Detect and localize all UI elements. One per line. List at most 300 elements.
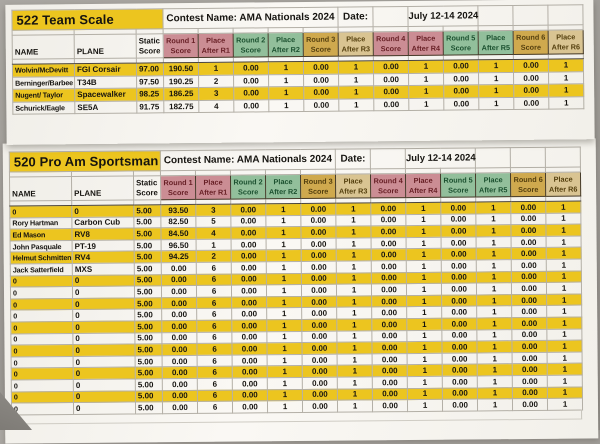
- empty-cell: [475, 148, 510, 168]
- cell-place: 1: [408, 399, 443, 411]
- cell-round-score: 0.00: [232, 343, 267, 355]
- header-line: Place: [273, 177, 293, 187]
- cell-place: 6: [197, 390, 232, 402]
- cell-round-score: 0.00: [162, 332, 197, 344]
- cell-pilot-name: 0: [11, 391, 73, 403]
- cell-round-score: 0.00: [511, 271, 546, 283]
- cell-static-score: 5.00: [135, 332, 162, 344]
- cell-place: 1: [267, 296, 302, 308]
- cell-plane: 0: [72, 205, 134, 217]
- cell-place: 1: [269, 74, 304, 87]
- cell-static-score: 5.00: [135, 355, 162, 367]
- cell-round-score: 0.00: [231, 285, 266, 297]
- cell-place: 1: [479, 97, 514, 110]
- cell-round-score: 0.00: [514, 84, 549, 97]
- cell-round-score: 93.50: [161, 204, 196, 216]
- header-line: Round 5: [446, 33, 476, 43]
- cell-round-score: 0.00: [372, 342, 407, 354]
- header-line: After R2: [271, 44, 301, 54]
- cell-round-score: 0.00: [302, 296, 337, 308]
- header-line: After R6: [548, 184, 578, 194]
- header-line: Score: [308, 186, 329, 196]
- cell-place: 1: [266, 238, 301, 250]
- pro-am-table: [9, 147, 583, 416]
- cell-round-score: 0.00: [231, 239, 266, 251]
- cell-place: 1: [407, 318, 442, 330]
- round-header: [161, 175, 196, 199]
- cell-round-score: 0.00: [514, 72, 549, 85]
- cell-place: 3: [196, 204, 231, 216]
- cell-pilot-name: 0: [10, 205, 72, 217]
- cell-place: 1: [546, 224, 581, 236]
- cell-place: 1: [547, 305, 582, 317]
- empty-cell: [510, 147, 545, 167]
- round-header: [371, 174, 406, 198]
- round-header: [408, 31, 443, 55]
- header-line: After R6: [551, 41, 581, 52]
- cell-round-score: 0.00: [373, 400, 408, 412]
- header-line: After R5: [481, 42, 511, 52]
- round-header: [301, 174, 336, 198]
- cell-place: 1: [477, 329, 512, 341]
- header-line: Round 4: [373, 176, 403, 186]
- round-header: [546, 172, 581, 196]
- header-line: After R4: [411, 43, 441, 53]
- pro-am-rows: [10, 201, 583, 415]
- header-line: Round 4: [376, 34, 406, 44]
- cell-pilot-name: Wolvin/McDevitt: [12, 64, 74, 77]
- cell-place: 1: [267, 389, 302, 401]
- cell-place: 1: [407, 341, 442, 353]
- cell-round-score: 0.00: [231, 273, 266, 285]
- cell-static-score: 5.00: [134, 274, 161, 286]
- cell-round-score: 0.00: [372, 365, 407, 377]
- cell-place: 1: [267, 366, 302, 378]
- team-scale-table: [11, 4, 584, 114]
- cell-plane: 0: [73, 332, 135, 344]
- cell-round-score: 0.00: [442, 353, 477, 365]
- cell-place: 1: [547, 317, 582, 329]
- cell-plane: RV4: [72, 251, 134, 263]
- header-line: Score: [380, 43, 402, 53]
- cell-round-score: 0.00: [441, 202, 476, 214]
- cell-static-score: 5.00: [135, 379, 162, 391]
- cell-place: 1: [478, 399, 513, 411]
- cell-plane: 0: [73, 367, 135, 379]
- cell-plane: 0: [73, 298, 135, 310]
- cell-round-score: 0.00: [162, 309, 197, 321]
- cell-round-score: 0.00: [441, 248, 476, 260]
- cell-place: 1: [336, 226, 371, 238]
- cell-round-score: 0.00: [162, 344, 197, 356]
- cell-plane: 0: [73, 321, 135, 333]
- cell-place: 6: [197, 355, 232, 367]
- cell-plane: Carbon Cub: [72, 217, 134, 229]
- cell-round-score: 0.00: [511, 213, 546, 225]
- cell-round-score: 0.00: [233, 62, 268, 75]
- empty-cell: [373, 6, 408, 26]
- date-value: July 12-14 2024: [408, 6, 478, 27]
- cell-round-score: 0.00: [162, 401, 197, 413]
- cell-place: 1: [339, 86, 374, 99]
- cell-round-score: 0.00: [371, 261, 406, 273]
- header-line: Round 5: [443, 175, 473, 185]
- cell-pilot-name: 0: [10, 275, 72, 287]
- cell-place: 1: [547, 329, 582, 341]
- cell-place: 1: [546, 271, 581, 283]
- cell-round-score: 0.00: [513, 59, 548, 72]
- cell-round-score: 0.00: [232, 297, 267, 309]
- cell-static-score: 5.00: [135, 309, 162, 321]
- cell-round-score: 0.00: [302, 342, 337, 354]
- cell-round-score: 0.00: [302, 377, 337, 389]
- cell-place: 1: [338, 400, 373, 412]
- cell-round-score: 0.00: [232, 355, 267, 367]
- cell-round-score: 0.00: [514, 97, 549, 110]
- header-line: After R1: [201, 45, 231, 55]
- contest-name: Contest Name: AMA Nationals 2024: [160, 149, 335, 171]
- cell-place: 1: [477, 294, 512, 306]
- empty-cell: [545, 147, 580, 167]
- cell-round-score: 0.00: [372, 330, 407, 342]
- cell-round-score: 0.00: [161, 262, 196, 274]
- cell-round-score: 0.00: [372, 307, 407, 319]
- round-header: [406, 173, 441, 197]
- cell-place: 1: [478, 59, 513, 72]
- empty-cell: [548, 5, 583, 25]
- cell-round-score: 82.50: [161, 216, 196, 228]
- cell-round-score: 0.00: [371, 214, 406, 226]
- cell-round-score: 0.00: [443, 399, 478, 411]
- cell-round-score: 0.00: [302, 389, 337, 401]
- cell-round-score: 0.00: [302, 331, 337, 343]
- cell-place: 1: [266, 261, 301, 273]
- cell-place: 1: [407, 388, 442, 400]
- cell-place: 1: [406, 214, 441, 226]
- cell-place: 1: [339, 73, 374, 86]
- cell-place: 1: [267, 377, 302, 389]
- cell-place: 1: [407, 283, 442, 295]
- header-line: Score: [448, 185, 469, 195]
- header-line: Place: [203, 177, 223, 187]
- cell-round-score: 190.50: [163, 62, 198, 75]
- cell-round-score: 0.00: [231, 227, 266, 239]
- cell-place: 1: [476, 225, 511, 237]
- cell-static-score: 5.00: [134, 228, 161, 240]
- cell-round-score: 0.00: [444, 85, 479, 98]
- cell-round-score: 0.00: [162, 367, 197, 379]
- cell-place: 1: [266, 285, 301, 297]
- cell-static-score: 5.00: [135, 297, 162, 309]
- cell-place: 6: [197, 332, 232, 344]
- cell-round-score: 0.00: [373, 60, 408, 73]
- cell-plane: FGI Corsair: [74, 63, 136, 76]
- cell-round-score: 94.25: [161, 251, 196, 263]
- round-header: [336, 174, 371, 198]
- cell-place: 1: [268, 61, 303, 74]
- cell-pilot-name: 0: [11, 379, 73, 391]
- round-header: [266, 174, 301, 198]
- round-header: [338, 32, 373, 56]
- cell-place: 1: [406, 237, 441, 249]
- cell-round-score: 0.00: [372, 376, 407, 388]
- cell-static-score: 98.25: [137, 88, 164, 101]
- cell-plane: 0: [73, 344, 135, 356]
- cell-pilot-name: 0: [11, 345, 73, 357]
- cell-round-score: 0.00: [301, 250, 336, 262]
- cell-place: 1: [547, 387, 582, 399]
- cell-pilot-name: 0: [11, 403, 73, 415]
- paper-sheet-team-scale: [5, 0, 594, 145]
- cell-round-score: 0.00: [372, 284, 407, 296]
- cell-place: 6: [197, 308, 232, 320]
- cell-pilot-name: 0: [11, 368, 73, 380]
- cell-place: 1: [408, 60, 443, 73]
- cell-place: 6: [197, 343, 232, 355]
- header-line: Place: [553, 174, 573, 184]
- cell-round-score: 0.00: [162, 355, 197, 367]
- header-line: Score: [518, 184, 539, 194]
- cell-round-score: 0.00: [441, 272, 476, 284]
- cell-place: 1: [336, 249, 371, 261]
- col-header-plane: PLANE: [74, 34, 136, 59]
- cell-place: 1: [267, 319, 302, 331]
- round-header: [231, 175, 266, 199]
- header-line: Round 1: [163, 177, 193, 188]
- cell-place: 1: [477, 387, 512, 399]
- header-line: Static: [136, 178, 158, 188]
- cell-static-score: 97.00: [136, 63, 163, 76]
- cell-round-score: 0.00: [441, 214, 476, 226]
- cell-round-score: 0.00: [444, 97, 479, 110]
- cell-round-score: 96.50: [161, 239, 196, 251]
- cell-round-score: 0.00: [161, 286, 196, 298]
- header-line: Round 2: [233, 177, 263, 187]
- cell-round-score: 0.00: [442, 387, 477, 399]
- cell-round-score: 0.00: [444, 72, 479, 85]
- round-header: [443, 31, 478, 55]
- cell-place: 1: [337, 342, 372, 354]
- cell-round-score: 0.00: [512, 306, 547, 318]
- cell-place: 1: [548, 59, 583, 72]
- header-line: Score: [450, 42, 472, 53]
- cell-round-score: 0.00: [231, 250, 266, 262]
- table-title: 522 Team Scale: [12, 9, 163, 30]
- header-line: Place: [413, 175, 433, 186]
- cell-place: 1: [547, 282, 582, 294]
- header-line: Place: [343, 176, 363, 186]
- cell-round-score: 0.00: [234, 99, 269, 112]
- header-line: Score: [170, 45, 191, 55]
- cell-place: 1: [407, 330, 442, 342]
- cell-round-score: 0.00: [303, 61, 338, 74]
- cell-round-score: 0.00: [512, 352, 547, 364]
- header-line: After R3: [338, 185, 368, 196]
- header-line: After R5: [478, 184, 508, 194]
- cell-round-score: 0.00: [232, 331, 267, 343]
- header-line: Round 3: [303, 176, 333, 186]
- cell-place: 1: [549, 84, 584, 97]
- round-header: [198, 33, 233, 57]
- cell-round-score: 0.00: [302, 365, 337, 377]
- cell-place: 1: [407, 365, 442, 377]
- cell-place: 1: [476, 271, 511, 283]
- cell-round-score: 0.00: [304, 86, 339, 99]
- cell-place: 6: [197, 320, 232, 332]
- cell-static-score: 5.00: [134, 263, 161, 275]
- cell-place: 1: [477, 352, 512, 364]
- cell-round-score: 0.00: [301, 238, 336, 250]
- header-line: Score: [378, 185, 399, 195]
- cell-place: 1: [336, 203, 371, 215]
- header-line: Place: [483, 175, 503, 185]
- empty-cell: [370, 149, 405, 169]
- cell-place: 1: [266, 227, 301, 239]
- cell-round-score: 0.00: [231, 204, 266, 216]
- cell-static-score: 5.00: [135, 390, 162, 402]
- cell-pilot-name: Ed Mason: [10, 229, 72, 241]
- cell-plane: Spacewalker: [75, 88, 137, 101]
- cell-pilot-name: Berninger/Barbee: [13, 76, 75, 89]
- round-header: [303, 32, 338, 56]
- cell-round-score: 0.00: [371, 272, 406, 284]
- header-line: Score: [240, 44, 261, 55]
- cell-place: 1: [477, 283, 512, 295]
- cell-round-score: 0.00: [374, 73, 409, 86]
- contest-name: Contest Name: AMA Nationals 2024: [163, 7, 338, 29]
- empty-cell: [513, 5, 548, 25]
- cell-place: 1: [409, 85, 444, 98]
- cell-place: 6: [197, 401, 232, 413]
- cell-round-score: 0.00: [371, 249, 406, 261]
- header-line: Place: [346, 34, 366, 44]
- cell-place: 6: [196, 285, 231, 297]
- cell-round-score: 0.00: [232, 378, 267, 390]
- header-line: After R3: [341, 43, 371, 54]
- cell-place: 1: [266, 273, 301, 285]
- cell-round-score: 0.00: [441, 237, 476, 249]
- cell-plane: RV8: [72, 228, 134, 240]
- cell-place: 1: [338, 61, 373, 74]
- cell-round-score: 0.00: [511, 225, 546, 237]
- cell-place: 6: [196, 274, 231, 286]
- empty-cell: [478, 5, 513, 25]
- cell-round-score: 0.00: [442, 364, 477, 376]
- cell-place: 1: [269, 86, 304, 99]
- cell-round-score: 0.00: [161, 274, 196, 286]
- table-title: 520 Pro Am Sportsman: [9, 151, 160, 172]
- cell-plane: PT-19: [72, 240, 134, 252]
- cell-round-score: 0.00: [371, 226, 406, 238]
- round-header: [268, 32, 303, 56]
- cell-place: 1: [267, 343, 302, 355]
- cell-round-score: 0.00: [302, 400, 337, 412]
- cell-round-score: 0.00: [302, 354, 337, 366]
- cell-place: 1: [337, 388, 372, 400]
- cell-round-score: 0.00: [512, 283, 547, 295]
- cell-round-score: 0.00: [301, 261, 336, 273]
- cell-round-score: 0.00: [372, 319, 407, 331]
- cell-static-score: 97.50: [137, 75, 164, 88]
- cell-round-score: 0.00: [442, 341, 477, 353]
- cell-place: 1: [266, 203, 301, 215]
- cell-round-score: 0.00: [162, 378, 197, 390]
- date-label: Date:: [335, 149, 370, 169]
- cell-round-score: 0.00: [231, 215, 266, 227]
- cell-round-score: 0.00: [513, 398, 548, 410]
- header-line: Score: [520, 42, 542, 52]
- cell-pilot-name: Rory Hartman: [10, 217, 72, 229]
- cell-plane: SE5A: [75, 101, 137, 114]
- cell-static-score: 91.75: [137, 100, 164, 113]
- cell-place: 1: [337, 284, 372, 296]
- cell-round-score: 0.00: [512, 340, 547, 352]
- paper-sheet-pro-am: [3, 138, 599, 443]
- cell-static-score: 5.00: [135, 344, 162, 356]
- cell-round-score: 0.00: [511, 236, 546, 248]
- cell-round-score: 0.00: [443, 60, 478, 73]
- cell-round-score: 0.00: [301, 284, 336, 296]
- cell-place: 1: [407, 376, 442, 388]
- cell-place: 1: [198, 62, 233, 75]
- cell-place: 1: [476, 260, 511, 272]
- cell-place: 1: [409, 73, 444, 86]
- header-line: Score: [167, 187, 189, 197]
- cell-place: 1: [407, 295, 442, 307]
- cell-place: 1: [267, 331, 302, 343]
- cell-place: 1: [267, 354, 302, 366]
- header-line: Place: [486, 33, 506, 43]
- cell-place: 1: [549, 71, 584, 84]
- team-scale-rows: [12, 59, 584, 114]
- cell-pilot-name: 0: [10, 287, 72, 299]
- cell-round-score: 0.00: [371, 237, 406, 249]
- cell-pilot-name: 0: [11, 333, 73, 345]
- cell-round-score: 0.00: [512, 364, 547, 376]
- round-header: [163, 33, 198, 57]
- cell-round-score: 0.00: [441, 225, 476, 237]
- cell-plane: 0: [73, 390, 135, 402]
- cell-place: 1: [266, 215, 301, 227]
- cell-place: 1: [337, 377, 372, 389]
- cell-pilot-name: 0: [11, 356, 73, 368]
- cell-place: 1: [269, 99, 304, 112]
- header-line: Round 3: [306, 34, 336, 44]
- cell-round-score: 0.00: [304, 74, 339, 87]
- cell-static-score: 5.00: [134, 205, 161, 217]
- cell-round-score: 0.00: [301, 203, 336, 215]
- cell-place: 1: [546, 213, 581, 225]
- cell-pilot-name: Nugent/ Taylor: [13, 89, 75, 102]
- cell-place: 1: [336, 238, 371, 250]
- round-header: [548, 30, 583, 54]
- cell-round-score: 0.00: [162, 320, 197, 332]
- cell-round-score: 0.00: [234, 74, 269, 87]
- header-line: After R4: [408, 185, 438, 195]
- cell-round-score: 0.00: [232, 389, 267, 401]
- cell-plane: T34B: [75, 76, 137, 89]
- header-line: After R1: [198, 187, 228, 197]
- cell-round-score: 0.00: [512, 294, 547, 306]
- cell-place: 1: [336, 272, 371, 284]
- cell-place: 1: [547, 352, 582, 364]
- cell-round-score: 0.00: [301, 226, 336, 238]
- cell-round-score: 0.00: [511, 248, 546, 260]
- cell-static-score: 5.00: [135, 367, 162, 379]
- col-header-static: [133, 176, 160, 200]
- cell-place: 1: [337, 354, 372, 366]
- cell-place: 6: [197, 366, 232, 378]
